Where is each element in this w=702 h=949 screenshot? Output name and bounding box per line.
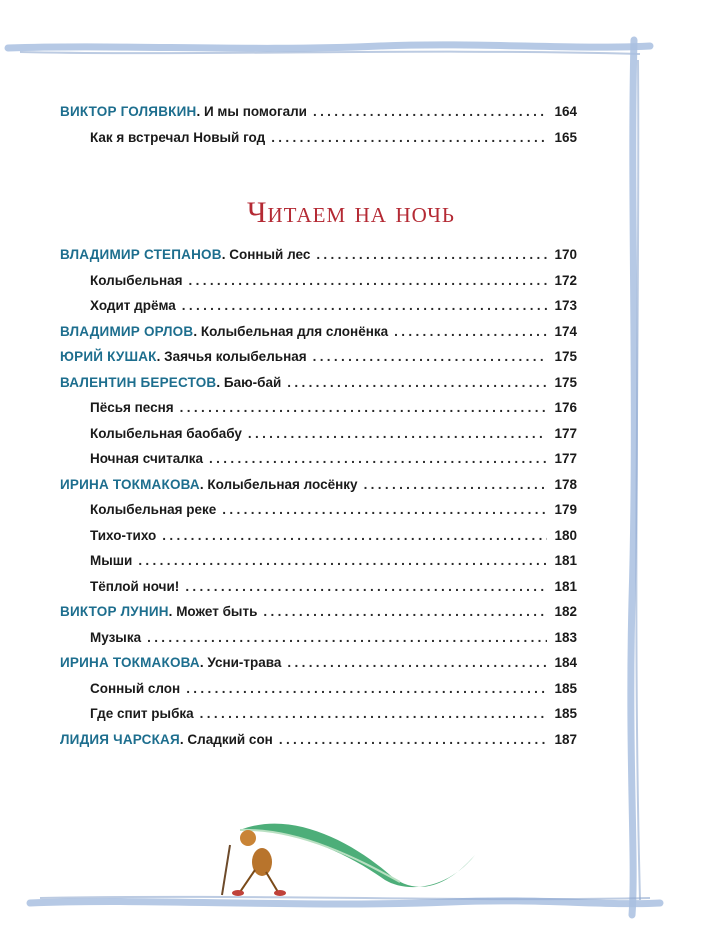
toc-author: ВИКТОР ГОЛЯВКИН xyxy=(60,104,197,119)
toc-separator: . xyxy=(199,476,208,492)
toc-title: Ходит дрёма xyxy=(90,298,176,313)
toc-leader-dots xyxy=(316,247,547,262)
toc-entry xyxy=(60,324,577,346)
ant-shoe xyxy=(232,890,244,896)
toc-entry xyxy=(60,104,577,126)
toc-entry xyxy=(90,630,577,652)
toc-leader-dots xyxy=(248,426,547,441)
toc-entry xyxy=(90,130,577,152)
toc-leader-dots xyxy=(182,298,547,313)
toc-title: Заячья колыбельная xyxy=(164,349,307,364)
toc-title: Сладкий сон xyxy=(187,731,273,747)
toc-leader-dots xyxy=(279,732,547,747)
toc-author: ИРИНА ТОКМАКОВА xyxy=(60,655,200,670)
toc-entry xyxy=(60,247,577,269)
toc-page-number: 187 xyxy=(554,731,577,747)
ant-leg xyxy=(266,872,278,892)
toc-title: Мыши xyxy=(90,553,133,568)
toc-page-number: 185 xyxy=(554,680,577,696)
toc-title: Может быть xyxy=(176,604,258,619)
toc-page-number: 175 xyxy=(554,349,577,364)
toc-title: Колыбельная для слонёнка xyxy=(200,323,389,339)
toc-title: Сонный лес xyxy=(229,247,311,262)
frame-top-stroke-2 xyxy=(20,52,640,54)
toc-leader-dots xyxy=(200,706,547,721)
toc-leader-dots xyxy=(394,324,547,339)
toc-leader-dots xyxy=(185,579,547,594)
toc-title: Где спит рыбка xyxy=(90,706,194,721)
toc-page-number: 173 xyxy=(554,298,577,313)
toc-author: ВЛАДИМИР СТЕПАНОВ xyxy=(60,247,222,262)
toc-leader-dots xyxy=(287,655,547,670)
toc-page-number: 185 xyxy=(554,706,577,721)
toc-leader-dots xyxy=(147,630,547,645)
toc-entry xyxy=(90,579,577,601)
toc-separator: . xyxy=(179,731,188,747)
toc-title: Как я встречал Новый год xyxy=(90,130,266,145)
toc-title: Баю-бай xyxy=(223,374,282,390)
section-heading: Читаем на ночь xyxy=(247,196,455,229)
toc-page-number: 178 xyxy=(554,476,577,492)
toc-separator: . xyxy=(193,323,201,339)
toc-page-number: 177 xyxy=(554,425,577,441)
toc-entry xyxy=(90,400,577,422)
toc-title: Колыбельная реке xyxy=(90,502,217,517)
toc-separator: . xyxy=(196,104,204,119)
toc-title: Колыбельная xyxy=(90,272,183,288)
toc-title: Колыбельная баобабу xyxy=(90,425,242,441)
toc-page-number: 181 xyxy=(554,553,577,568)
toc-entry xyxy=(90,502,577,524)
toc-separator: . xyxy=(199,655,208,670)
ant-shoe xyxy=(274,890,286,896)
toc-separator: . xyxy=(221,247,230,262)
toc-entry xyxy=(60,732,577,754)
toc-entry xyxy=(60,375,577,397)
toc-leader-dots xyxy=(162,528,547,543)
toc-leader-dots xyxy=(186,681,547,696)
toc-title: Сонный слон xyxy=(90,680,181,696)
toc-title: Пёсья песня xyxy=(90,400,174,415)
ant-staff xyxy=(222,845,230,895)
ant-leaf-illustration xyxy=(200,800,490,900)
frame-right-stroke xyxy=(631,40,634,915)
toc-author: ЛИДИЯ ЧАРСКАЯ xyxy=(60,731,180,747)
toc-page-number: 176 xyxy=(554,400,577,415)
toc-page-number: 180 xyxy=(554,527,577,543)
ant-body xyxy=(252,848,272,876)
toc-page-number: 174 xyxy=(554,323,577,339)
toc-leader-dots xyxy=(138,553,547,568)
toc-author: ИРИНА ТОКМАКОВА xyxy=(60,476,200,492)
toc-page-number: 181 xyxy=(554,578,577,594)
toc-entry xyxy=(60,604,577,626)
toc-entry xyxy=(90,298,577,320)
toc-entry xyxy=(60,655,577,677)
frame-bottom-stroke xyxy=(30,901,660,904)
toc-page-number: 177 xyxy=(554,451,577,466)
toc-author: ЮРИЙ КУШАК xyxy=(60,349,157,364)
toc-title: Колыбельная лосёнку xyxy=(207,476,358,492)
toc-page-number: 170 xyxy=(554,247,577,262)
toc-entry xyxy=(90,553,577,575)
toc-separator: . xyxy=(156,349,165,364)
toc-entry xyxy=(90,706,577,728)
toc-separator: . xyxy=(168,604,177,619)
toc-title: Тёплой ночи! xyxy=(90,578,180,594)
toc-title: Ночная считалка xyxy=(90,451,204,466)
toc-title: И мы помогали xyxy=(203,104,307,119)
toc-leader-dots xyxy=(313,349,547,364)
toc-entry xyxy=(90,426,577,448)
toc-entry xyxy=(90,273,577,295)
toc-leader-dots xyxy=(287,375,547,390)
toc-author: ВЛАДИМИР ОРЛОВ xyxy=(60,323,194,339)
toc-leader-dots xyxy=(222,502,547,517)
toc-entry xyxy=(90,451,577,473)
frame-top-stroke xyxy=(8,45,650,48)
toc-leader-dots xyxy=(180,400,547,415)
toc-page-number: 182 xyxy=(554,604,577,619)
toc-leader-dots xyxy=(364,477,547,492)
toc-author: ВИКТОР ЛУНИН xyxy=(60,604,169,619)
toc-leader-dots xyxy=(209,451,547,466)
toc-separator: . xyxy=(216,374,224,390)
toc-page-number: 179 xyxy=(554,502,577,517)
toc-leader-dots xyxy=(313,104,547,119)
frame-right-stroke-2 xyxy=(636,60,640,900)
toc-title: Тихо-тихо xyxy=(90,527,157,543)
toc-page-number: 172 xyxy=(554,272,577,288)
toc-page-number: 183 xyxy=(554,629,577,645)
toc-entry xyxy=(90,528,577,550)
toc-entry xyxy=(60,477,577,499)
toc-leader-dots xyxy=(189,273,547,288)
toc-page-number: 165 xyxy=(554,130,577,145)
toc-entry xyxy=(90,681,577,703)
toc-leader-dots xyxy=(263,604,547,619)
ant-leg xyxy=(240,870,255,892)
toc-page-number: 164 xyxy=(554,104,577,119)
toc-entry xyxy=(60,349,577,371)
toc-page-number: 184 xyxy=(554,655,577,670)
toc-leader-dots xyxy=(271,130,547,145)
toc-title: Усни-трава xyxy=(207,655,282,670)
toc-page-number: 175 xyxy=(554,374,577,390)
toc-author: ВАЛЕНТИН БЕРЕСТОВ xyxy=(60,374,217,390)
toc-title: Музыка xyxy=(90,629,142,645)
ant-head xyxy=(240,830,256,846)
